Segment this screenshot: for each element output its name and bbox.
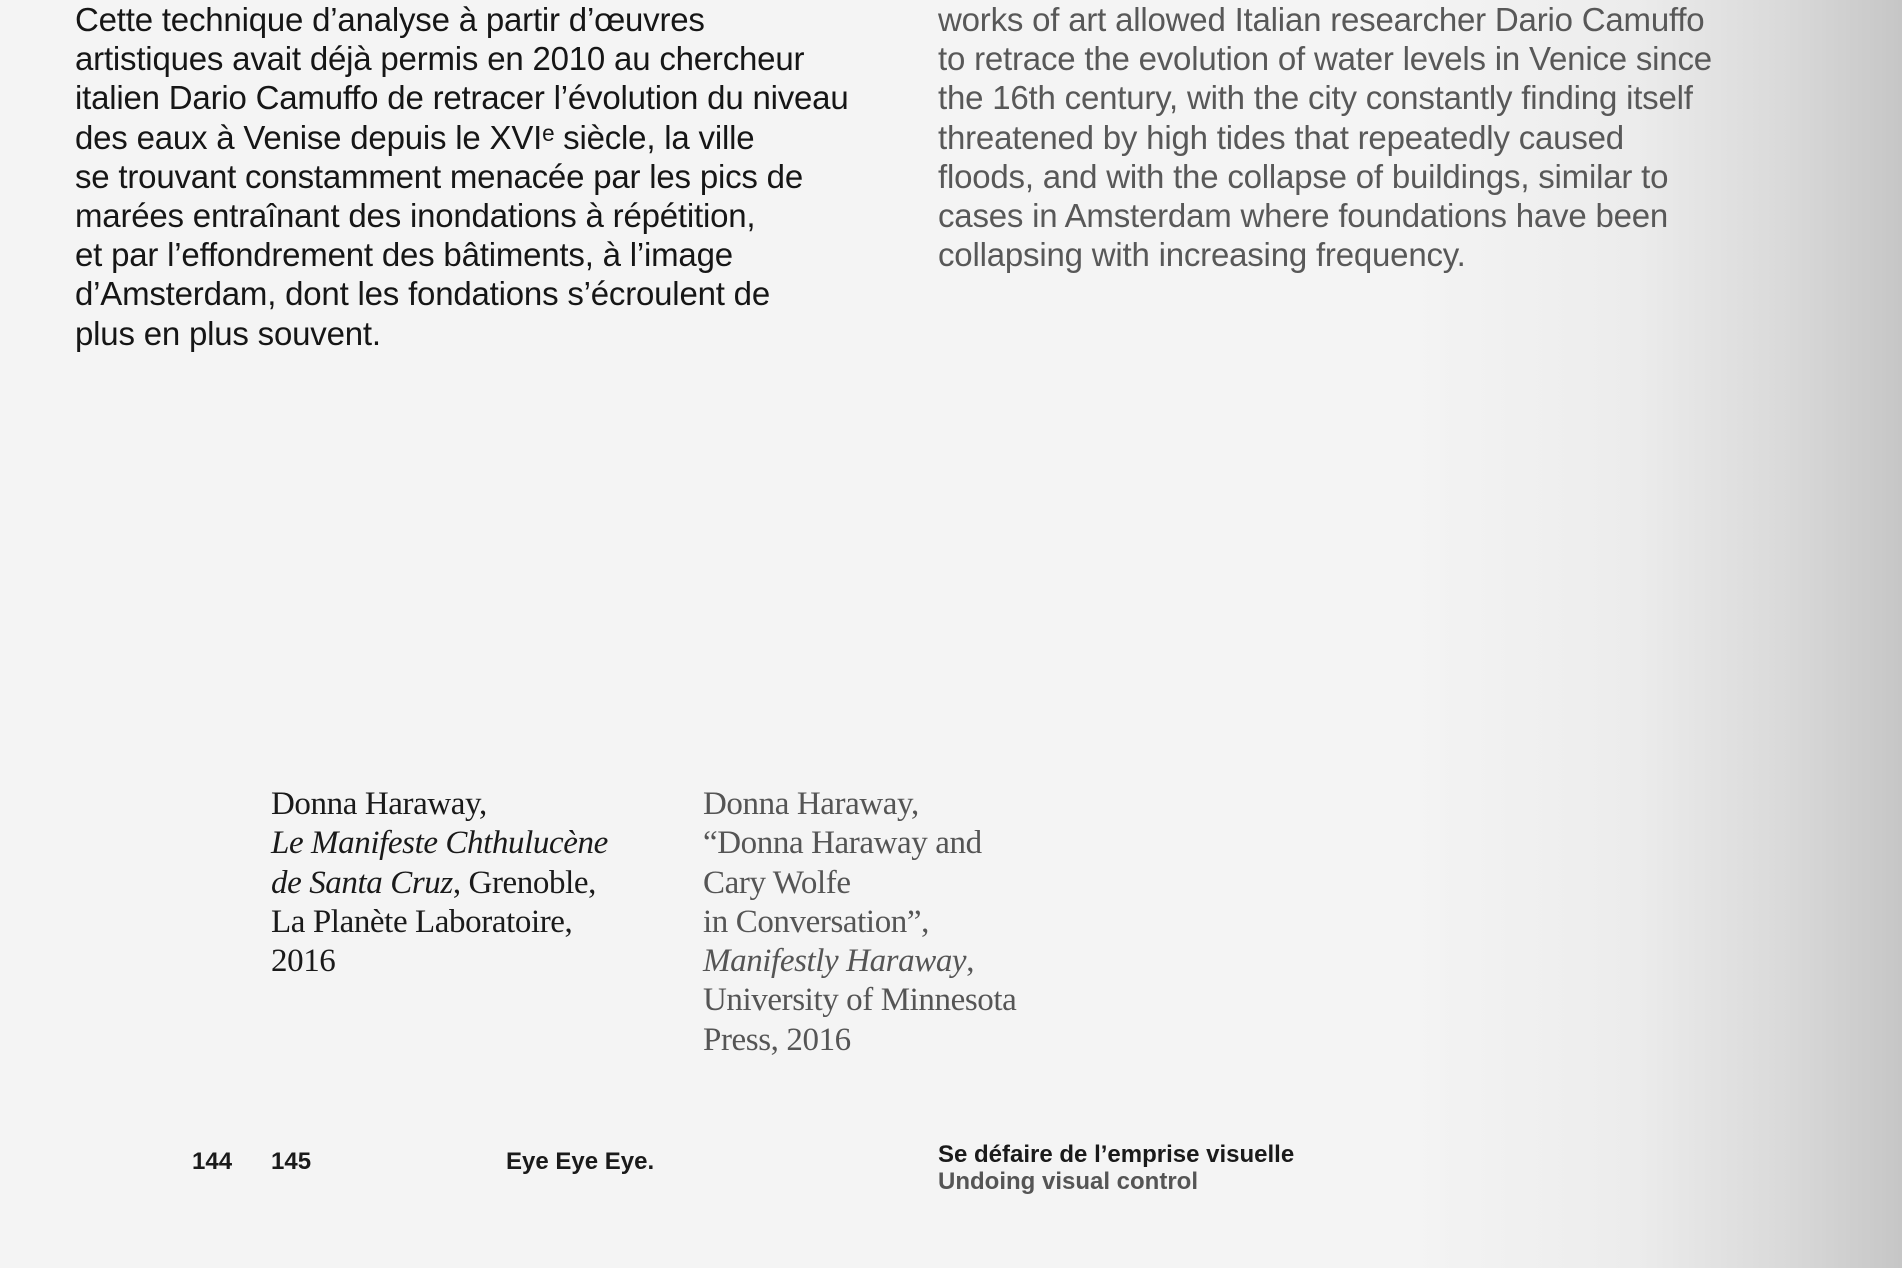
reference-english	[703, 785, 1143, 1060]
reference-line: Cary Wolfe	[703, 864, 851, 901]
page-number-left: 144	[192, 1148, 233, 1175]
reference-line: Press, 2016	[703, 1021, 851, 1058]
reference-year: 2016	[271, 943, 336, 980]
reference-book-title: Le Manifeste Chthulucène	[271, 825, 608, 862]
reference-line: Donna Haraway,	[271, 786, 487, 822]
body-text-french: Cette technique d’analyse à partir d’œuvres artistiques avait déjà permis en 2010 au chercheur italien Dario Camuffo de retracer l’évolution du niveau des eaux à Venise depuis le XVIᵉ siècle, la ville se trouvant constamment menacée par les pics de marées entraînant des inondations à répétition, et par l’effondrement des bâtiments, à l’image d’Amsterdam, dont les fondations s’écroulent de plus en plus souvent.	[75, 1, 849, 352]
book-title: Eye Eye Eye.	[506, 1148, 655, 1175]
reference-line: Donna Haraway,	[703, 786, 919, 822]
reference-line: in Conversation”,	[703, 903, 929, 940]
reference-book-title: de Santa Cruz	[271, 864, 453, 901]
reference-line: , Grenoble,	[452, 864, 596, 901]
page-number-right: 145	[271, 1148, 312, 1175]
reference-line: University of Minnesota	[703, 982, 1017, 1019]
reference-french	[271, 785, 711, 981]
reference-line: “Donna Haraway and	[703, 825, 982, 862]
section-title-english: Undoing visual control	[938, 1168, 1199, 1195]
body-text-english: works of art allowed Italian researcher Dario Camuffo to retrace the evolution of water levels in Venice since the 16th century, with the city constantly finding itself threatened by high tides that repeatedly caused floods, and with the collapse of buildings, similar to cases in Amsterdam where foundations have been collapsing with increasing frequency.	[938, 1, 1712, 274]
reference-line: La Planète Laboratoire,	[271, 903, 573, 940]
section-title-french: Se défaire de l’emprise visuelle	[938, 1141, 1295, 1168]
reference-book-title: Manifestly Haraway	[703, 943, 967, 980]
reference-line: ,	[966, 943, 975, 980]
